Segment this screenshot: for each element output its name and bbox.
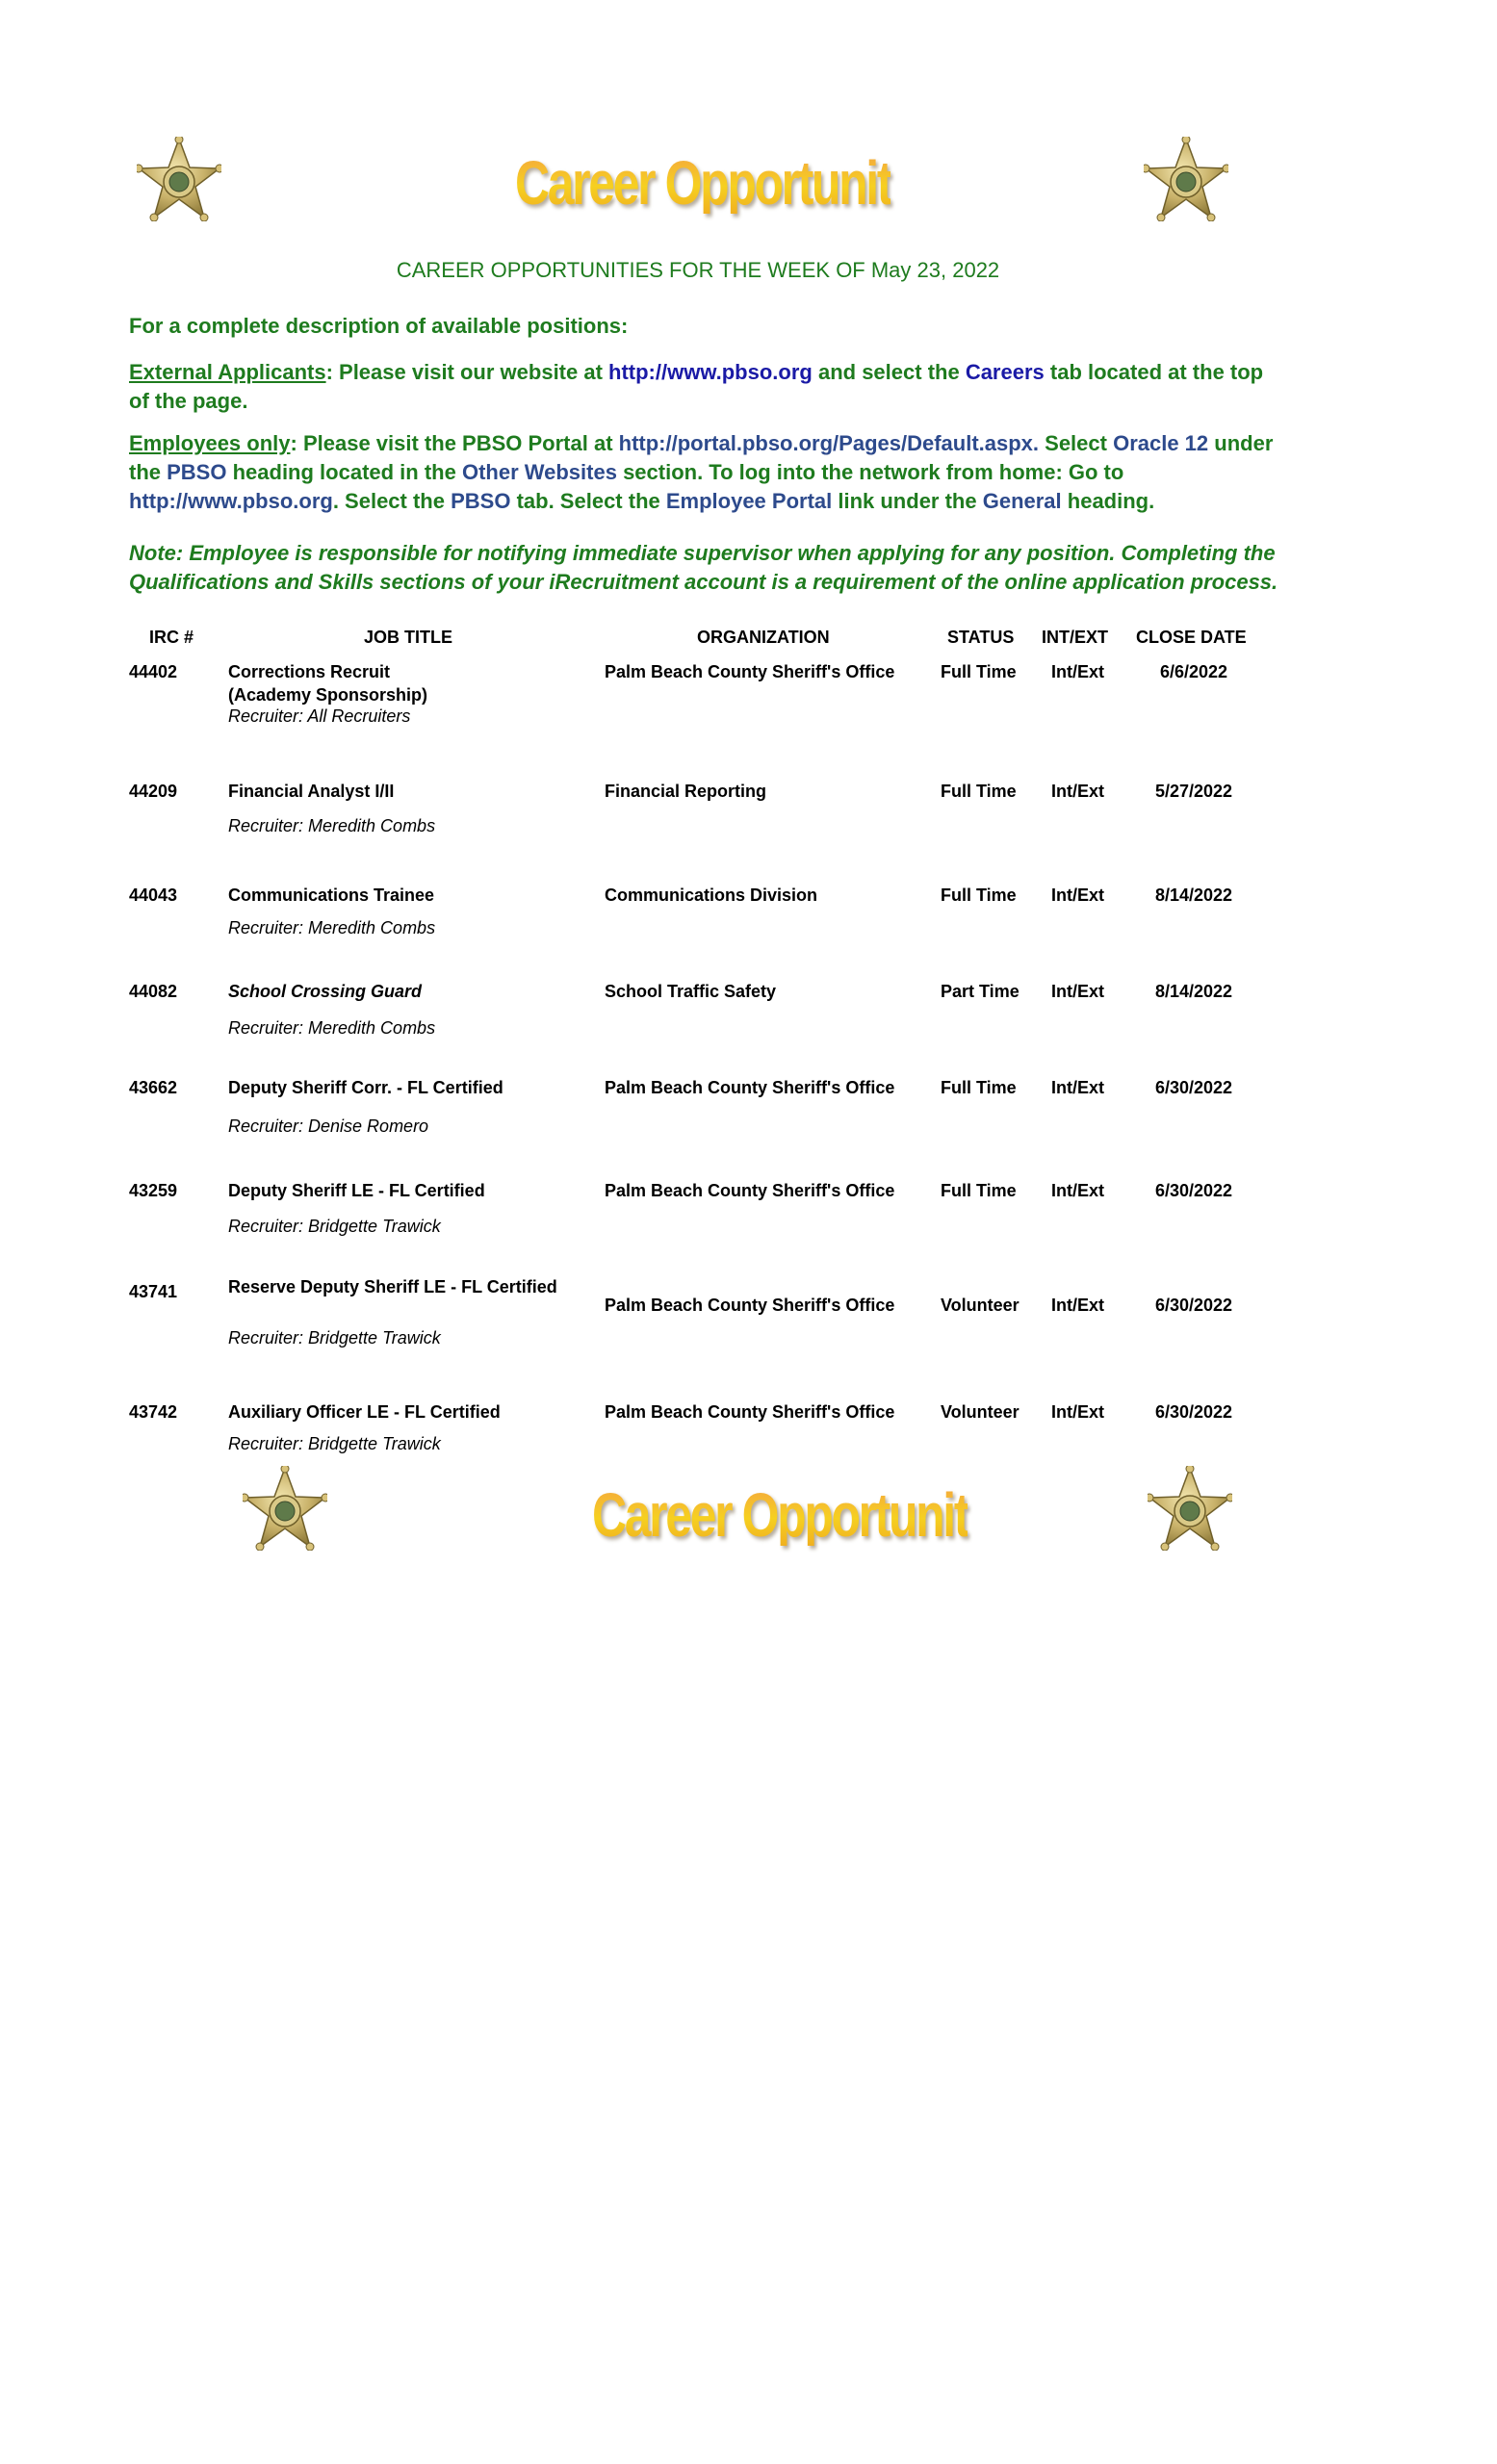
banner-title: Career Opportunities [515, 148, 951, 218]
sheriff-star-badge-icon [137, 137, 221, 221]
int-ext: Int/Ext [1051, 662, 1105, 681]
organization: Communications Division [605, 886, 818, 905]
irc-number: 43662 [129, 1078, 178, 1097]
job-title: Deputy Sheriff Corr. - FL Certified [228, 1078, 503, 1097]
careers-tab-link[interactable]: Careers [965, 360, 1045, 384]
recruiter: Recruiter: Bridgette Trawick [228, 1217, 441, 1236]
text: heading located in the [226, 460, 462, 484]
organization: Palm Beach County Sheriff's Office [605, 1078, 895, 1097]
irc-number: 43741 [129, 1282, 178, 1301]
text: heading. [1061, 489, 1155, 513]
recruiter: Recruiter: Bridgette Trawick [228, 1434, 441, 1453]
status: Volunteer [941, 1296, 1020, 1315]
text: : Please visit the PBSO Portal at [290, 431, 619, 455]
int-ext: Int/Ext [1051, 1402, 1105, 1422]
status: Full Time [941, 662, 1017, 681]
job-title: Corrections Recruit (Academy Sponsorship) [228, 662, 428, 705]
status: Volunteer [941, 1402, 1020, 1422]
organization: School Traffic Safety [605, 982, 777, 1001]
close-date: 8/14/2022 [1154, 886, 1233, 905]
recruiter: Recruiter: Meredith Combs [228, 816, 436, 835]
header-int-ext: INT/EXT [1042, 628, 1109, 647]
header-status: STATUS [947, 628, 1015, 647]
website-link[interactable]: http://www.pbso.org [608, 360, 813, 384]
text: link under the [832, 489, 983, 513]
header-irc: IRC # [149, 628, 194, 647]
int-ext: Int/Ext [1051, 1078, 1105, 1097]
text: and select the [812, 360, 966, 384]
organization: Palm Beach County Sheriff's Office [605, 1296, 895, 1315]
job-title: Reserve Deputy Sheriff LE - FL Certified [228, 1277, 557, 1296]
organization: Palm Beach County Sheriff's Office [605, 662, 895, 681]
recruiter: Recruiter: Meredith Combs [228, 918, 436, 937]
irc-number: 43259 [129, 1181, 178, 1200]
irc-number: 43742 [129, 1402, 178, 1422]
status: Part Time [941, 982, 1020, 1001]
text: Select [1039, 431, 1114, 455]
employee-portal-link[interactable]: Employee Portal [665, 489, 833, 513]
close-date: 6/30/2022 [1154, 1296, 1233, 1315]
job-title: Communications Trainee [228, 886, 435, 905]
sheriff-star-badge-icon [1144, 137, 1228, 221]
int-ext: Int/Ext [1051, 782, 1105, 801]
job-title: School Crossing Guard [228, 982, 423, 1001]
recruiter: Recruiter: Bridgette Trawick [228, 1328, 441, 1348]
irc-number: 44082 [129, 982, 178, 1001]
status: Full Time [941, 782, 1017, 801]
general-heading: General [982, 489, 1062, 513]
close-date: 5/27/2022 [1154, 782, 1233, 801]
text: . Select the [332, 489, 452, 513]
header-close-date: CLOSE DATE [1136, 628, 1247, 647]
text: under the [129, 431, 1274, 484]
irc-number: 44402 [129, 662, 178, 681]
recruiter: Recruiter: Meredith Combs [228, 1018, 436, 1038]
employees-only-paragraph [129, 429, 1279, 516]
text: tab. Select the [510, 489, 666, 513]
banner-title-footer: Career Opportunities [592, 1480, 1028, 1550]
int-ext: Int/Ext [1051, 1296, 1105, 1315]
week-title: CAREER OPPORTUNITIES FOR THE WEEK OF May 23, 2022 [396, 258, 1000, 282]
organization: Palm Beach County Sheriff's Office [605, 1181, 895, 1200]
int-ext: Int/Ext [1051, 886, 1105, 905]
sheriff-star-badge-icon [243, 1466, 327, 1551]
external-applicants-label: External Applicants [129, 360, 326, 384]
close-date: 6/30/2022 [1154, 1078, 1233, 1097]
int-ext: Int/Ext [1051, 1181, 1105, 1200]
irc-number: 44209 [129, 782, 178, 801]
close-date: 8/14/2022 [1154, 982, 1233, 1001]
website-link[interactable]: http://www.pbso.org [129, 489, 333, 513]
close-date: 6/6/2022 [1159, 662, 1228, 681]
header-organization: ORGANIZATION [697, 628, 830, 647]
note-text: Note: Employee is responsible for notifying immediate supervisor when applying for any position. Completing the Qualifications and Skills sections of your iRecruitment account is a requirement of the online application process. [129, 541, 1278, 594]
intro-text: For a complete description of available positions: [129, 314, 629, 338]
job-title: Financial Analyst I/II [228, 782, 395, 801]
header-job-title: JOB TITLE [364, 628, 453, 647]
recruiter: Recruiter: All Recruiters [228, 706, 411, 726]
status: Full Time [941, 1181, 1017, 1200]
status: Full Time [941, 886, 1017, 905]
text: section. To log into the network from home: Go to [616, 460, 1124, 484]
portal-link[interactable]: http://portal.pbso.org/Pages/Default.aspx. [618, 431, 1040, 455]
other-websites-section: Other Websites [461, 460, 617, 484]
recruiter: Recruiter: Denise Romero [228, 1116, 429, 1136]
text: tab located at the top of the page. [129, 360, 1264, 413]
pbso-heading: PBSO [167, 460, 227, 484]
sheriff-star-badge-icon [1148, 1466, 1232, 1551]
organization: Financial Reporting [605, 782, 767, 801]
organization: Palm Beach County Sheriff's Office [605, 1402, 895, 1422]
status: Full Time [941, 1078, 1017, 1097]
pbso-tab: PBSO [451, 489, 511, 513]
job-title: Auxiliary Officer LE - FL Certified [228, 1402, 501, 1422]
employees-only-label: Employees only [129, 431, 291, 455]
external-applicants-paragraph [129, 358, 1279, 416]
close-date: 6/30/2022 [1154, 1402, 1233, 1422]
int-ext: Int/Ext [1051, 982, 1105, 1001]
close-date: 6/30/2022 [1154, 1181, 1233, 1200]
text: : Please visit our website at [325, 360, 609, 384]
irc-number: 44043 [129, 886, 178, 905]
job-title: Deputy Sheriff LE - FL Certified [228, 1181, 485, 1200]
oracle-link[interactable]: Oracle 12 [1113, 431, 1209, 455]
